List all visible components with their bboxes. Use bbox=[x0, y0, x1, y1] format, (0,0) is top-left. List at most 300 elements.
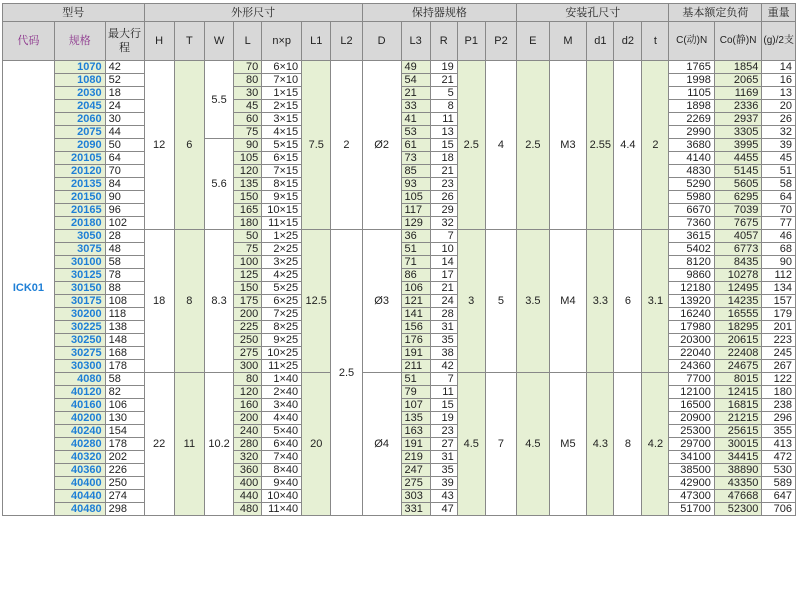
W-cell: 5.6 bbox=[204, 139, 233, 230]
header-P1: P1 bbox=[457, 22, 485, 61]
nxp-cell: 2×40 bbox=[262, 386, 302, 399]
L3-cell: 21 bbox=[401, 87, 430, 100]
spec-cell: 20135 bbox=[54, 178, 105, 191]
stroke-cell: 28 bbox=[105, 230, 144, 243]
C-dyn-cell: 3615 bbox=[669, 230, 714, 243]
L3-cell: 191 bbox=[401, 438, 430, 451]
weight-cell: 77 bbox=[762, 217, 796, 230]
L3-cell: 93 bbox=[401, 178, 430, 191]
weight-cell: 13 bbox=[762, 87, 796, 100]
R-cell: 31 bbox=[430, 321, 457, 334]
C-dyn-cell: 29700 bbox=[669, 438, 714, 451]
C-dyn-cell: 8120 bbox=[669, 256, 714, 269]
spec-cell: 20105 bbox=[54, 152, 105, 165]
weight-cell: 70 bbox=[762, 204, 796, 217]
Co-static-cell: 8015 bbox=[714, 373, 762, 386]
Co-static-cell: 16815 bbox=[714, 399, 762, 412]
E-cell: 4.5 bbox=[517, 373, 549, 516]
Co-static-cell: 34415 bbox=[714, 451, 762, 464]
M-cell: M3 bbox=[549, 61, 587, 230]
nxp-cell: 10×25 bbox=[262, 347, 302, 360]
C-dyn-cell: 6670 bbox=[669, 204, 714, 217]
L3-cell: 331 bbox=[401, 503, 430, 516]
nxp-cell: 3×25 bbox=[262, 256, 302, 269]
weight-cell: 122 bbox=[762, 373, 796, 386]
L-cell: 280 bbox=[234, 438, 262, 451]
W-cell: 10.2 bbox=[204, 373, 233, 516]
spec-cell: 40320 bbox=[54, 451, 105, 464]
stroke-cell: 298 bbox=[105, 503, 144, 516]
nxp-cell: 7×25 bbox=[262, 308, 302, 321]
header-L1: L1 bbox=[302, 22, 331, 61]
nxp-cell: 7×40 bbox=[262, 451, 302, 464]
header-row-1 bbox=[3, 4, 796, 22]
weight-cell: 39 bbox=[762, 139, 796, 152]
L3-cell: 86 bbox=[401, 269, 430, 282]
L1-cell: 7.5 bbox=[302, 61, 331, 230]
spec-table-container bbox=[2, 3, 796, 597]
header-T: T bbox=[174, 22, 204, 61]
R-cell: 19 bbox=[430, 61, 457, 74]
L3-cell: 73 bbox=[401, 152, 430, 165]
R-cell: 11 bbox=[430, 386, 457, 399]
table-row bbox=[3, 61, 796, 74]
R-cell: 19 bbox=[430, 412, 457, 425]
header-d2: d2 bbox=[614, 22, 642, 61]
spec-cell: 20150 bbox=[54, 191, 105, 204]
Co-static-cell: 2065 bbox=[714, 74, 762, 87]
R-cell: 29 bbox=[430, 204, 457, 217]
d2-cell: 8 bbox=[614, 373, 642, 516]
stroke-cell: 274 bbox=[105, 490, 144, 503]
C-dyn-cell: 25300 bbox=[669, 425, 714, 438]
L-cell: 400 bbox=[234, 477, 262, 490]
header-max-stroke: 最大行程 bbox=[105, 22, 144, 61]
stroke-cell: 44 bbox=[105, 126, 144, 139]
Co-static-cell: 4057 bbox=[714, 230, 762, 243]
Co-static-cell: 52300 bbox=[714, 503, 762, 516]
stroke-cell: 78 bbox=[105, 269, 144, 282]
L-cell: 320 bbox=[234, 451, 262, 464]
L-cell: 75 bbox=[234, 126, 262, 139]
spec-cell: 30200 bbox=[54, 308, 105, 321]
Co-static-cell: 18295 bbox=[714, 321, 762, 334]
nxp-cell: 6×15 bbox=[262, 152, 302, 165]
C-dyn-cell: 1998 bbox=[669, 74, 714, 87]
nxp-cell: 3×15 bbox=[262, 113, 302, 126]
spec-cell: 1070 bbox=[54, 61, 105, 74]
R-cell: 35 bbox=[430, 334, 457, 347]
C-dyn-cell: 22040 bbox=[669, 347, 714, 360]
weight-cell: 45 bbox=[762, 152, 796, 165]
L1-cell: 20 bbox=[302, 373, 331, 516]
header-E: E bbox=[517, 22, 549, 61]
C-dyn-cell: 51700 bbox=[669, 503, 714, 516]
L-cell: 200 bbox=[234, 308, 262, 321]
P2-cell: 4 bbox=[485, 61, 516, 230]
E-cell: 2.5 bbox=[517, 61, 549, 230]
L-cell: 360 bbox=[234, 464, 262, 477]
L-cell: 150 bbox=[234, 191, 262, 204]
spec-cell: 2060 bbox=[54, 113, 105, 126]
Co-static-cell: 10278 bbox=[714, 269, 762, 282]
spec-cell: 30250 bbox=[54, 334, 105, 347]
nxp-cell: 6×10 bbox=[262, 61, 302, 74]
weight-cell: 26 bbox=[762, 113, 796, 126]
T-cell: 11 bbox=[174, 373, 204, 516]
spec-cell: 40160 bbox=[54, 399, 105, 412]
Co-static-cell: 2336 bbox=[714, 100, 762, 113]
L-cell: 120 bbox=[234, 165, 262, 178]
nxp-cell: 7×15 bbox=[262, 165, 302, 178]
weight-cell: 179 bbox=[762, 308, 796, 321]
header-weight: 重量 bbox=[762, 4, 796, 22]
D-cell: Ø2 bbox=[362, 61, 401, 230]
nxp-cell: 10×15 bbox=[262, 204, 302, 217]
C-dyn-cell: 7700 bbox=[669, 373, 714, 386]
weight-cell: 134 bbox=[762, 282, 796, 295]
H-cell: 22 bbox=[144, 373, 174, 516]
nxp-cell: 5×40 bbox=[262, 425, 302, 438]
weight-cell: 238 bbox=[762, 399, 796, 412]
header-L3: L3 bbox=[401, 22, 430, 61]
R-cell: 10 bbox=[430, 243, 457, 256]
spec-cell: 4080 bbox=[54, 373, 105, 386]
L-cell: 250 bbox=[234, 334, 262, 347]
L2-cell: 2.5 bbox=[331, 230, 362, 516]
C-dyn-cell: 1765 bbox=[669, 61, 714, 74]
spec-cell: 20120 bbox=[54, 165, 105, 178]
Co-static-cell: 6295 bbox=[714, 191, 762, 204]
spec-cell: 30225 bbox=[54, 321, 105, 334]
stroke-cell: 250 bbox=[105, 477, 144, 490]
header-code: 代码 bbox=[3, 22, 55, 61]
L-cell: 60 bbox=[234, 113, 262, 126]
E-cell: 3.5 bbox=[517, 230, 549, 373]
P1-cell: 3 bbox=[457, 230, 485, 373]
C-dyn-cell: 5980 bbox=[669, 191, 714, 204]
weight-cell: 16 bbox=[762, 74, 796, 87]
header-outer-dims: 外形尺寸 bbox=[144, 4, 362, 22]
weight-cell: 180 bbox=[762, 386, 796, 399]
weight-cell: 20 bbox=[762, 100, 796, 113]
weight-cell: 296 bbox=[762, 412, 796, 425]
stroke-cell: 118 bbox=[105, 308, 144, 321]
L2-cell: 2 bbox=[331, 61, 362, 230]
R-cell: 18 bbox=[430, 152, 457, 165]
weight-cell: 530 bbox=[762, 464, 796, 477]
spec-cell: 40480 bbox=[54, 503, 105, 516]
C-dyn-cell: 9860 bbox=[669, 269, 714, 282]
L-cell: 80 bbox=[234, 373, 262, 386]
Co-static-cell: 47668 bbox=[714, 490, 762, 503]
L3-cell: 54 bbox=[401, 74, 430, 87]
L-cell: 225 bbox=[234, 321, 262, 334]
header-M: M bbox=[549, 22, 587, 61]
stroke-cell: 202 bbox=[105, 451, 144, 464]
L3-cell: 41 bbox=[401, 113, 430, 126]
t-cell: 4.2 bbox=[642, 373, 669, 516]
nxp-cell: 8×25 bbox=[262, 321, 302, 334]
t-cell: 2 bbox=[642, 61, 669, 230]
header-L: L bbox=[234, 22, 262, 61]
Co-static-cell: 7039 bbox=[714, 204, 762, 217]
spec-cell: 40440 bbox=[54, 490, 105, 503]
Co-static-cell: 7675 bbox=[714, 217, 762, 230]
stroke-cell: 96 bbox=[105, 204, 144, 217]
R-cell: 43 bbox=[430, 490, 457, 503]
stroke-cell: 148 bbox=[105, 334, 144, 347]
header-model: 型号 bbox=[3, 4, 145, 22]
weight-cell: 157 bbox=[762, 295, 796, 308]
nxp-cell: 6×25 bbox=[262, 295, 302, 308]
Co-static-cell: 5145 bbox=[714, 165, 762, 178]
spec-cell: 2075 bbox=[54, 126, 105, 139]
R-cell: 23 bbox=[430, 178, 457, 191]
weight-cell: 223 bbox=[762, 334, 796, 347]
nxp-cell: 2×15 bbox=[262, 100, 302, 113]
R-cell: 31 bbox=[430, 451, 457, 464]
Co-static-cell: 21215 bbox=[714, 412, 762, 425]
R-cell: 32 bbox=[430, 217, 457, 230]
C-dyn-cell: 17980 bbox=[669, 321, 714, 334]
header-retainer: 保持器规格 bbox=[362, 4, 516, 22]
header-R: R bbox=[430, 22, 457, 61]
C-dyn-cell: 12180 bbox=[669, 282, 714, 295]
D-cell: Ø3 bbox=[362, 230, 401, 373]
stroke-cell: 168 bbox=[105, 347, 144, 360]
spec-cell: 30275 bbox=[54, 347, 105, 360]
spec-cell: 40400 bbox=[54, 477, 105, 490]
P1-cell: 4.5 bbox=[457, 373, 485, 516]
stroke-cell: 84 bbox=[105, 178, 144, 191]
C-dyn-cell: 42900 bbox=[669, 477, 714, 490]
L3-cell: 36 bbox=[401, 230, 430, 243]
nxp-cell: 1×40 bbox=[262, 373, 302, 386]
L-cell: 165 bbox=[234, 204, 262, 217]
Co-static-cell: 12415 bbox=[714, 386, 762, 399]
L-cell: 480 bbox=[234, 503, 262, 516]
R-cell: 15 bbox=[430, 139, 457, 152]
Co-static-cell: 2937 bbox=[714, 113, 762, 126]
R-cell: 28 bbox=[430, 308, 457, 321]
nxp-cell: 1×25 bbox=[262, 230, 302, 243]
C-dyn-cell: 1898 bbox=[669, 100, 714, 113]
W-cell: 8.3 bbox=[204, 230, 233, 373]
C-dyn-cell: 16240 bbox=[669, 308, 714, 321]
R-cell: 42 bbox=[430, 360, 457, 373]
L3-cell: 247 bbox=[401, 464, 430, 477]
nxp-cell: 9×40 bbox=[262, 477, 302, 490]
weight-cell: 90 bbox=[762, 256, 796, 269]
nxp-cell: 7×10 bbox=[262, 74, 302, 87]
L3-cell: 53 bbox=[401, 126, 430, 139]
weight-cell: 413 bbox=[762, 438, 796, 451]
R-cell: 7 bbox=[430, 373, 457, 386]
nxp-cell: 4×25 bbox=[262, 269, 302, 282]
nxp-cell: 3×40 bbox=[262, 399, 302, 412]
P2-cell: 5 bbox=[485, 230, 516, 373]
W-cell: 5.5 bbox=[204, 61, 233, 139]
nxp-cell: 11×25 bbox=[262, 360, 302, 373]
weight-cell: 201 bbox=[762, 321, 796, 334]
L-cell: 240 bbox=[234, 425, 262, 438]
nxp-cell: 5×25 bbox=[262, 282, 302, 295]
header-D: D bbox=[362, 22, 401, 61]
T-cell: 6 bbox=[174, 61, 204, 230]
stroke-cell: 226 bbox=[105, 464, 144, 477]
L-cell: 275 bbox=[234, 347, 262, 360]
L-cell: 90 bbox=[234, 139, 262, 152]
R-cell: 11 bbox=[430, 113, 457, 126]
nxp-cell: 4×40 bbox=[262, 412, 302, 425]
stroke-cell: 50 bbox=[105, 139, 144, 152]
spec-cell: 40200 bbox=[54, 412, 105, 425]
Co-static-cell: 20615 bbox=[714, 334, 762, 347]
L-cell: 50 bbox=[234, 230, 262, 243]
weight-cell: 647 bbox=[762, 490, 796, 503]
header-row-2 bbox=[3, 22, 796, 61]
L3-cell: 156 bbox=[401, 321, 430, 334]
weight-cell: 51 bbox=[762, 165, 796, 178]
R-cell: 27 bbox=[430, 438, 457, 451]
L-cell: 125 bbox=[234, 269, 262, 282]
L3-cell: 303 bbox=[401, 490, 430, 503]
R-cell: 26 bbox=[430, 191, 457, 204]
L3-cell: 85 bbox=[401, 165, 430, 178]
L3-cell: 191 bbox=[401, 347, 430, 360]
table-row bbox=[3, 230, 796, 243]
nxp-cell: 9×25 bbox=[262, 334, 302, 347]
header-P2: P2 bbox=[485, 22, 516, 61]
R-cell: 38 bbox=[430, 347, 457, 360]
C-dyn-cell: 2269 bbox=[669, 113, 714, 126]
C-dyn-cell: 38500 bbox=[669, 464, 714, 477]
C-dyn-cell: 12100 bbox=[669, 386, 714, 399]
L3-cell: 117 bbox=[401, 204, 430, 217]
R-cell: 8 bbox=[430, 100, 457, 113]
C-dyn-cell: 16500 bbox=[669, 399, 714, 412]
L3-cell: 49 bbox=[401, 61, 430, 74]
L3-cell: 33 bbox=[401, 100, 430, 113]
R-cell: 13 bbox=[430, 126, 457, 139]
L3-cell: 275 bbox=[401, 477, 430, 490]
weight-cell: 706 bbox=[762, 503, 796, 516]
C-dyn-cell: 4140 bbox=[669, 152, 714, 165]
R-cell: 15 bbox=[430, 399, 457, 412]
header-load: 基本额定负荷 bbox=[669, 4, 762, 22]
weight-cell: 68 bbox=[762, 243, 796, 256]
nxp-cell: 4×15 bbox=[262, 126, 302, 139]
L1-cell: 12.5 bbox=[302, 230, 331, 373]
L3-cell: 61 bbox=[401, 139, 430, 152]
spec-table bbox=[2, 3, 796, 516]
C-dyn-cell: 47300 bbox=[669, 490, 714, 503]
T-cell: 8 bbox=[174, 230, 204, 373]
L-cell: 120 bbox=[234, 386, 262, 399]
stroke-cell: 138 bbox=[105, 321, 144, 334]
spec-cell: 40120 bbox=[54, 386, 105, 399]
L3-cell: 211 bbox=[401, 360, 430, 373]
spec-cell: 20165 bbox=[54, 204, 105, 217]
L-cell: 150 bbox=[234, 282, 262, 295]
H-cell: 18 bbox=[144, 230, 174, 373]
weight-cell: 245 bbox=[762, 347, 796, 360]
nxp-cell: 5×15 bbox=[262, 139, 302, 152]
M-cell: M5 bbox=[549, 373, 587, 516]
C-dyn-cell: 20900 bbox=[669, 412, 714, 425]
L-cell: 70 bbox=[234, 61, 262, 74]
spec-table-body bbox=[3, 61, 796, 516]
spec-cell: 30175 bbox=[54, 295, 105, 308]
spec-cell: 2045 bbox=[54, 100, 105, 113]
L3-cell: 176 bbox=[401, 334, 430, 347]
weight-cell: 472 bbox=[762, 451, 796, 464]
L3-cell: 219 bbox=[401, 451, 430, 464]
L3-cell: 105 bbox=[401, 191, 430, 204]
L3-cell: 71 bbox=[401, 256, 430, 269]
nxp-cell: 10×40 bbox=[262, 490, 302, 503]
R-cell: 7 bbox=[430, 230, 457, 243]
Co-static-cell: 3305 bbox=[714, 126, 762, 139]
stroke-cell: 18 bbox=[105, 87, 144, 100]
L3-cell: 141 bbox=[401, 308, 430, 321]
spec-cell: 30300 bbox=[54, 360, 105, 373]
Co-static-cell: 24675 bbox=[714, 360, 762, 373]
spec-cell: 30100 bbox=[54, 256, 105, 269]
L-cell: 135 bbox=[234, 178, 262, 191]
d1-cell: 3.3 bbox=[587, 230, 614, 373]
nxp-cell: 11×40 bbox=[262, 503, 302, 516]
L3-cell: 107 bbox=[401, 399, 430, 412]
L-cell: 300 bbox=[234, 360, 262, 373]
nxp-cell: 8×15 bbox=[262, 178, 302, 191]
R-cell: 47 bbox=[430, 503, 457, 516]
stroke-cell: 70 bbox=[105, 165, 144, 178]
code-cell: ICK01 bbox=[3, 61, 55, 516]
d2-cell: 4.4 bbox=[614, 61, 642, 230]
spec-cell: 40240 bbox=[54, 425, 105, 438]
spec-cell: 20180 bbox=[54, 217, 105, 230]
d1-cell: 4.3 bbox=[587, 373, 614, 516]
R-cell: 21 bbox=[430, 282, 457, 295]
spec-cell: 40280 bbox=[54, 438, 105, 451]
R-cell: 39 bbox=[430, 477, 457, 490]
stroke-cell: 52 bbox=[105, 74, 144, 87]
L3-cell: 51 bbox=[401, 243, 430, 256]
stroke-cell: 90 bbox=[105, 191, 144, 204]
Co-static-cell: 43350 bbox=[714, 477, 762, 490]
spec-cell: 3075 bbox=[54, 243, 105, 256]
stroke-cell: 42 bbox=[105, 61, 144, 74]
C-dyn-cell: 7360 bbox=[669, 217, 714, 230]
C-dyn-cell: 24360 bbox=[669, 360, 714, 373]
Co-static-cell: 12495 bbox=[714, 282, 762, 295]
C-dyn-cell: 4830 bbox=[669, 165, 714, 178]
weight-cell: 58 bbox=[762, 178, 796, 191]
header-H: H bbox=[144, 22, 174, 61]
Co-static-cell: 1169 bbox=[714, 87, 762, 100]
stroke-cell: 58 bbox=[105, 373, 144, 386]
stroke-cell: 24 bbox=[105, 100, 144, 113]
P2-cell: 7 bbox=[485, 373, 516, 516]
Co-static-cell: 1854 bbox=[714, 61, 762, 74]
L3-cell: 51 bbox=[401, 373, 430, 386]
d1-cell: 2.55 bbox=[587, 61, 614, 230]
stroke-cell: 30 bbox=[105, 113, 144, 126]
t-cell: 3.1 bbox=[642, 230, 669, 373]
C-dyn-cell: 3680 bbox=[669, 139, 714, 152]
